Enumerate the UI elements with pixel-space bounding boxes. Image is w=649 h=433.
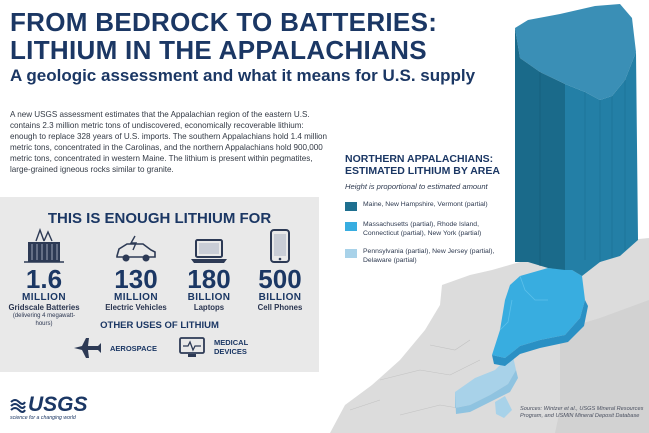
stat-number: 500 [258, 264, 302, 294]
use-label: AEROSPACE [110, 343, 157, 353]
sources-note: Sources: Wintzer et al., USGS Mineral Resources Program, and USMIN Mineral Deposit Database [520, 406, 644, 419]
stat-note: (delivering 4 megawatt-hours) [12, 313, 76, 327]
use-medical-devices [178, 336, 248, 358]
stat-unit: BILLION [258, 292, 302, 303]
intro-paragraph: A new USGS assessment estimates that the Appalachian region of the eastern U.S. contains 2.3 million metric tons of undiscovered, economically recoverable lithium: enough to replace 328 years of U.S. imports. The southern Appalachians hold 1.4 million metric tons, concentrated in the Carolinas, and the northern Appalachians hold 900,000 metric tons, concentrated in western Maine. The lithium is present within pegmatites, large-grained igneous rocks similar to granite. [10, 110, 328, 174]
stat-cell-phones [244, 226, 316, 312]
stat-label: Gridscale Batteries [8, 303, 80, 312]
other-uses-heading: OTHER USES OF LITHIUM [100, 320, 219, 331]
stat-laptops [176, 226, 242, 312]
usgs-wave-icon [10, 397, 26, 413]
enough-lithium-heading: THIS IS ENOUGH LITHIUM FOR [47, 210, 272, 227]
stat-label: Laptops [193, 303, 225, 312]
stat-number: 1.6 [25, 264, 63, 294]
use-label-line-2: DEVICES [214, 347, 247, 356]
stat-label: Cell Phones [257, 303, 303, 312]
cell-phone-icon [269, 228, 291, 264]
page-subtitle: A geologic assessment and what it means for U.S. supply [10, 66, 476, 85]
legend-title-line-1: NORTHERN APPALACHIANS: [345, 153, 494, 165]
laptop-icon [189, 236, 229, 264]
legend-subtitle: Height is proportional to estimated amount [345, 182, 488, 191]
legend-item [345, 201, 510, 211]
usgs-tagline: science for a changing world [10, 415, 76, 421]
stat-number: 130 [114, 264, 158, 294]
legend-swatch [345, 202, 357, 211]
stat-unit: BILLION [187, 292, 231, 303]
legend-label: Maine, New Hampshire, Vermont (partial) [363, 201, 488, 208]
map-legend [345, 153, 510, 265]
use-label-line-1: MEDICAL [214, 338, 249, 347]
dark-teal-region [515, 4, 638, 276]
usgs-logo [10, 394, 88, 421]
stat-number: 180 [187, 264, 231, 294]
legend-item [345, 248, 510, 265]
legend-label: Pennsylvania (partial), New Jersey (partial), Delaware (partial) [363, 248, 495, 264]
legend-swatch [345, 222, 357, 231]
legend-item [345, 221, 510, 238]
stat-gridscale-batteries [8, 226, 80, 328]
title-line-2: LITHIUM IN THE APPALACHIANS [10, 35, 427, 65]
battery-grid-icon [22, 228, 66, 264]
medical-monitor-icon [178, 336, 206, 358]
stat-unit: MILLION [22, 292, 66, 303]
electric-car-icon [113, 234, 159, 264]
use-aerospace [72, 336, 157, 360]
jet-icon [72, 336, 102, 360]
legend-title-line-2: ESTIMATED LITHIUM BY AREA [345, 165, 500, 177]
legend-label: Massachusetts (partial), Rhode Island, Connecticut (partial), New York (partial) [363, 221, 482, 237]
title-line-1: FROM BEDROCK TO BATTERIES: [10, 7, 438, 37]
usgs-wordmark: USGS [28, 393, 88, 416]
stat-unit: MILLION [114, 292, 158, 303]
stat-electric-vehicles [96, 226, 176, 312]
legend-swatch [345, 249, 357, 258]
page-title [10, 8, 437, 64]
stat-label: Electric Vehicles [105, 303, 167, 312]
